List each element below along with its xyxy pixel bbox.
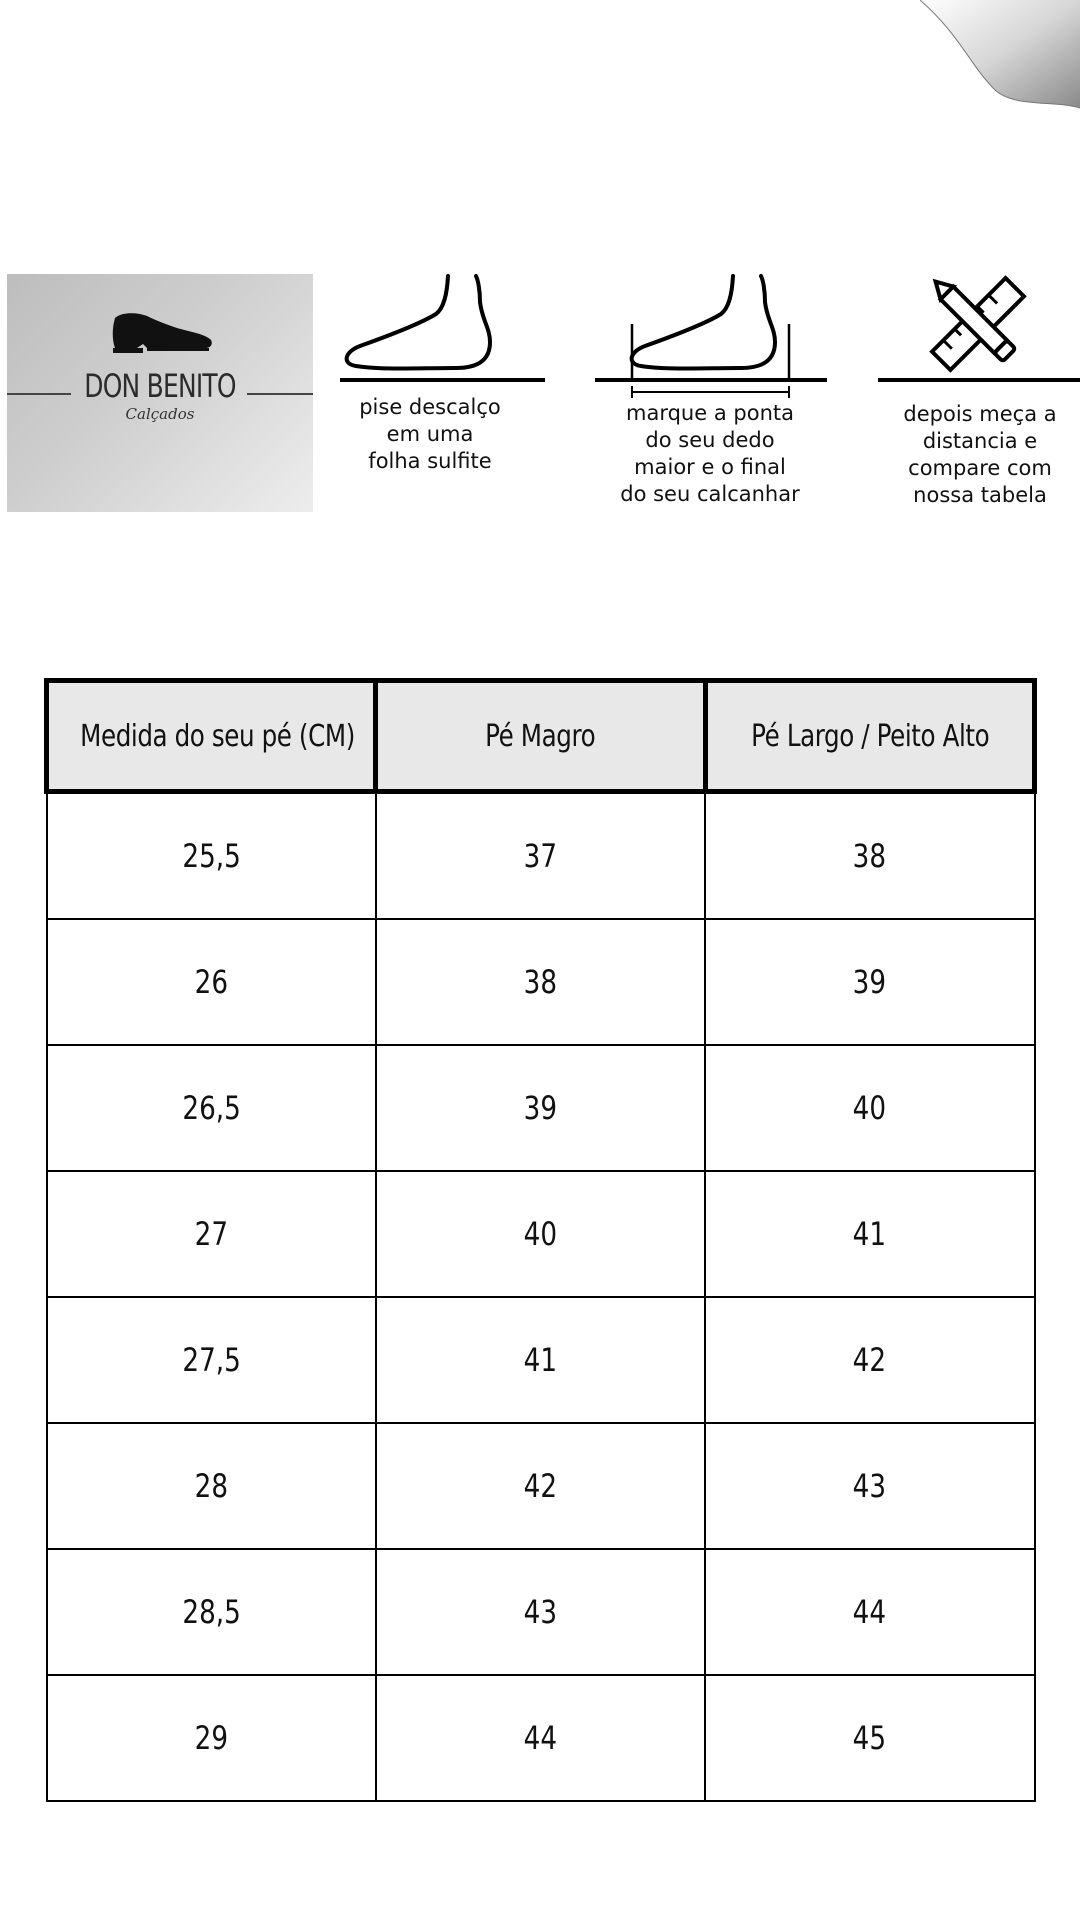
- cell-foot-length: 26: [47, 919, 376, 1045]
- table-row: [47, 1297, 1035, 1423]
- ruler-pencil-icon: [878, 272, 1080, 390]
- cell-wide-size: 42: [705, 1297, 1034, 1423]
- table-row: [47, 919, 1035, 1045]
- foot-measure-marks-icon: [595, 272, 830, 402]
- header-narrow-foot: Pé Magro: [376, 681, 705, 792]
- cell-narrow-size: 37: [376, 792, 705, 920]
- cell-wide-size: 44: [705, 1549, 1034, 1675]
- cell-foot-length: 27,5: [47, 1297, 376, 1423]
- table-row: [47, 1675, 1035, 1801]
- step-3: [878, 272, 1080, 390]
- header-foot-length: Medida do seu pé (CM): [47, 681, 376, 792]
- cell-wide-size: 41: [705, 1171, 1034, 1297]
- size-chart-table: [44, 678, 1037, 1802]
- cell-wide-size: 43: [705, 1423, 1034, 1549]
- cell-wide-size: 40: [705, 1045, 1034, 1171]
- table-row: [47, 792, 1035, 920]
- page-curl-decoration: [920, 0, 1080, 110]
- cell-wide-size: 45: [705, 1675, 1034, 1801]
- cell-wide-size: 39: [705, 919, 1034, 1045]
- step-2: [595, 272, 830, 402]
- cell-foot-length: 27: [47, 1171, 376, 1297]
- cell-foot-length: 25,5: [47, 792, 376, 920]
- table-row: [47, 1549, 1035, 1675]
- table-header-row: [47, 681, 1035, 792]
- cell-wide-size: 38: [705, 792, 1034, 920]
- table-row: [47, 1423, 1035, 1549]
- step-3-text: depois meça a distancia e compare com nossa tabela: [903, 402, 1057, 507]
- cell-narrow-size: 41: [376, 1297, 705, 1423]
- table-row: [47, 1045, 1035, 1171]
- cell-foot-length: 28,5: [47, 1549, 376, 1675]
- shoe-icon: [107, 304, 217, 354]
- header-wide-foot: Pé Largo / Peito Alto: [705, 681, 1034, 792]
- cell-narrow-size: 38: [376, 919, 705, 1045]
- brand-subtitle: Calçados: [125, 405, 195, 423]
- step-2-text: marque a ponta do seu dedo maior e o final do seu calcanhar: [620, 401, 800, 506]
- cell-foot-length: 26,5: [47, 1045, 376, 1171]
- step-1-text: pise descalço em uma folha sulfite: [359, 395, 501, 473]
- cell-narrow-size: 43: [376, 1549, 705, 1675]
- brand-logo: [7, 274, 313, 512]
- table-row: [47, 1171, 1035, 1297]
- cell-narrow-size: 44: [376, 1675, 705, 1801]
- cell-narrow-size: 42: [376, 1423, 705, 1549]
- foot-on-paper-icon: [340, 272, 550, 392]
- brand-name: DON BENITO: [84, 367, 236, 405]
- cell-foot-length: 29: [47, 1675, 376, 1801]
- cell-foot-length: 28: [47, 1423, 376, 1549]
- cell-narrow-size: 39: [376, 1045, 705, 1171]
- cell-narrow-size: 40: [376, 1171, 705, 1297]
- step-1: [340, 272, 550, 392]
